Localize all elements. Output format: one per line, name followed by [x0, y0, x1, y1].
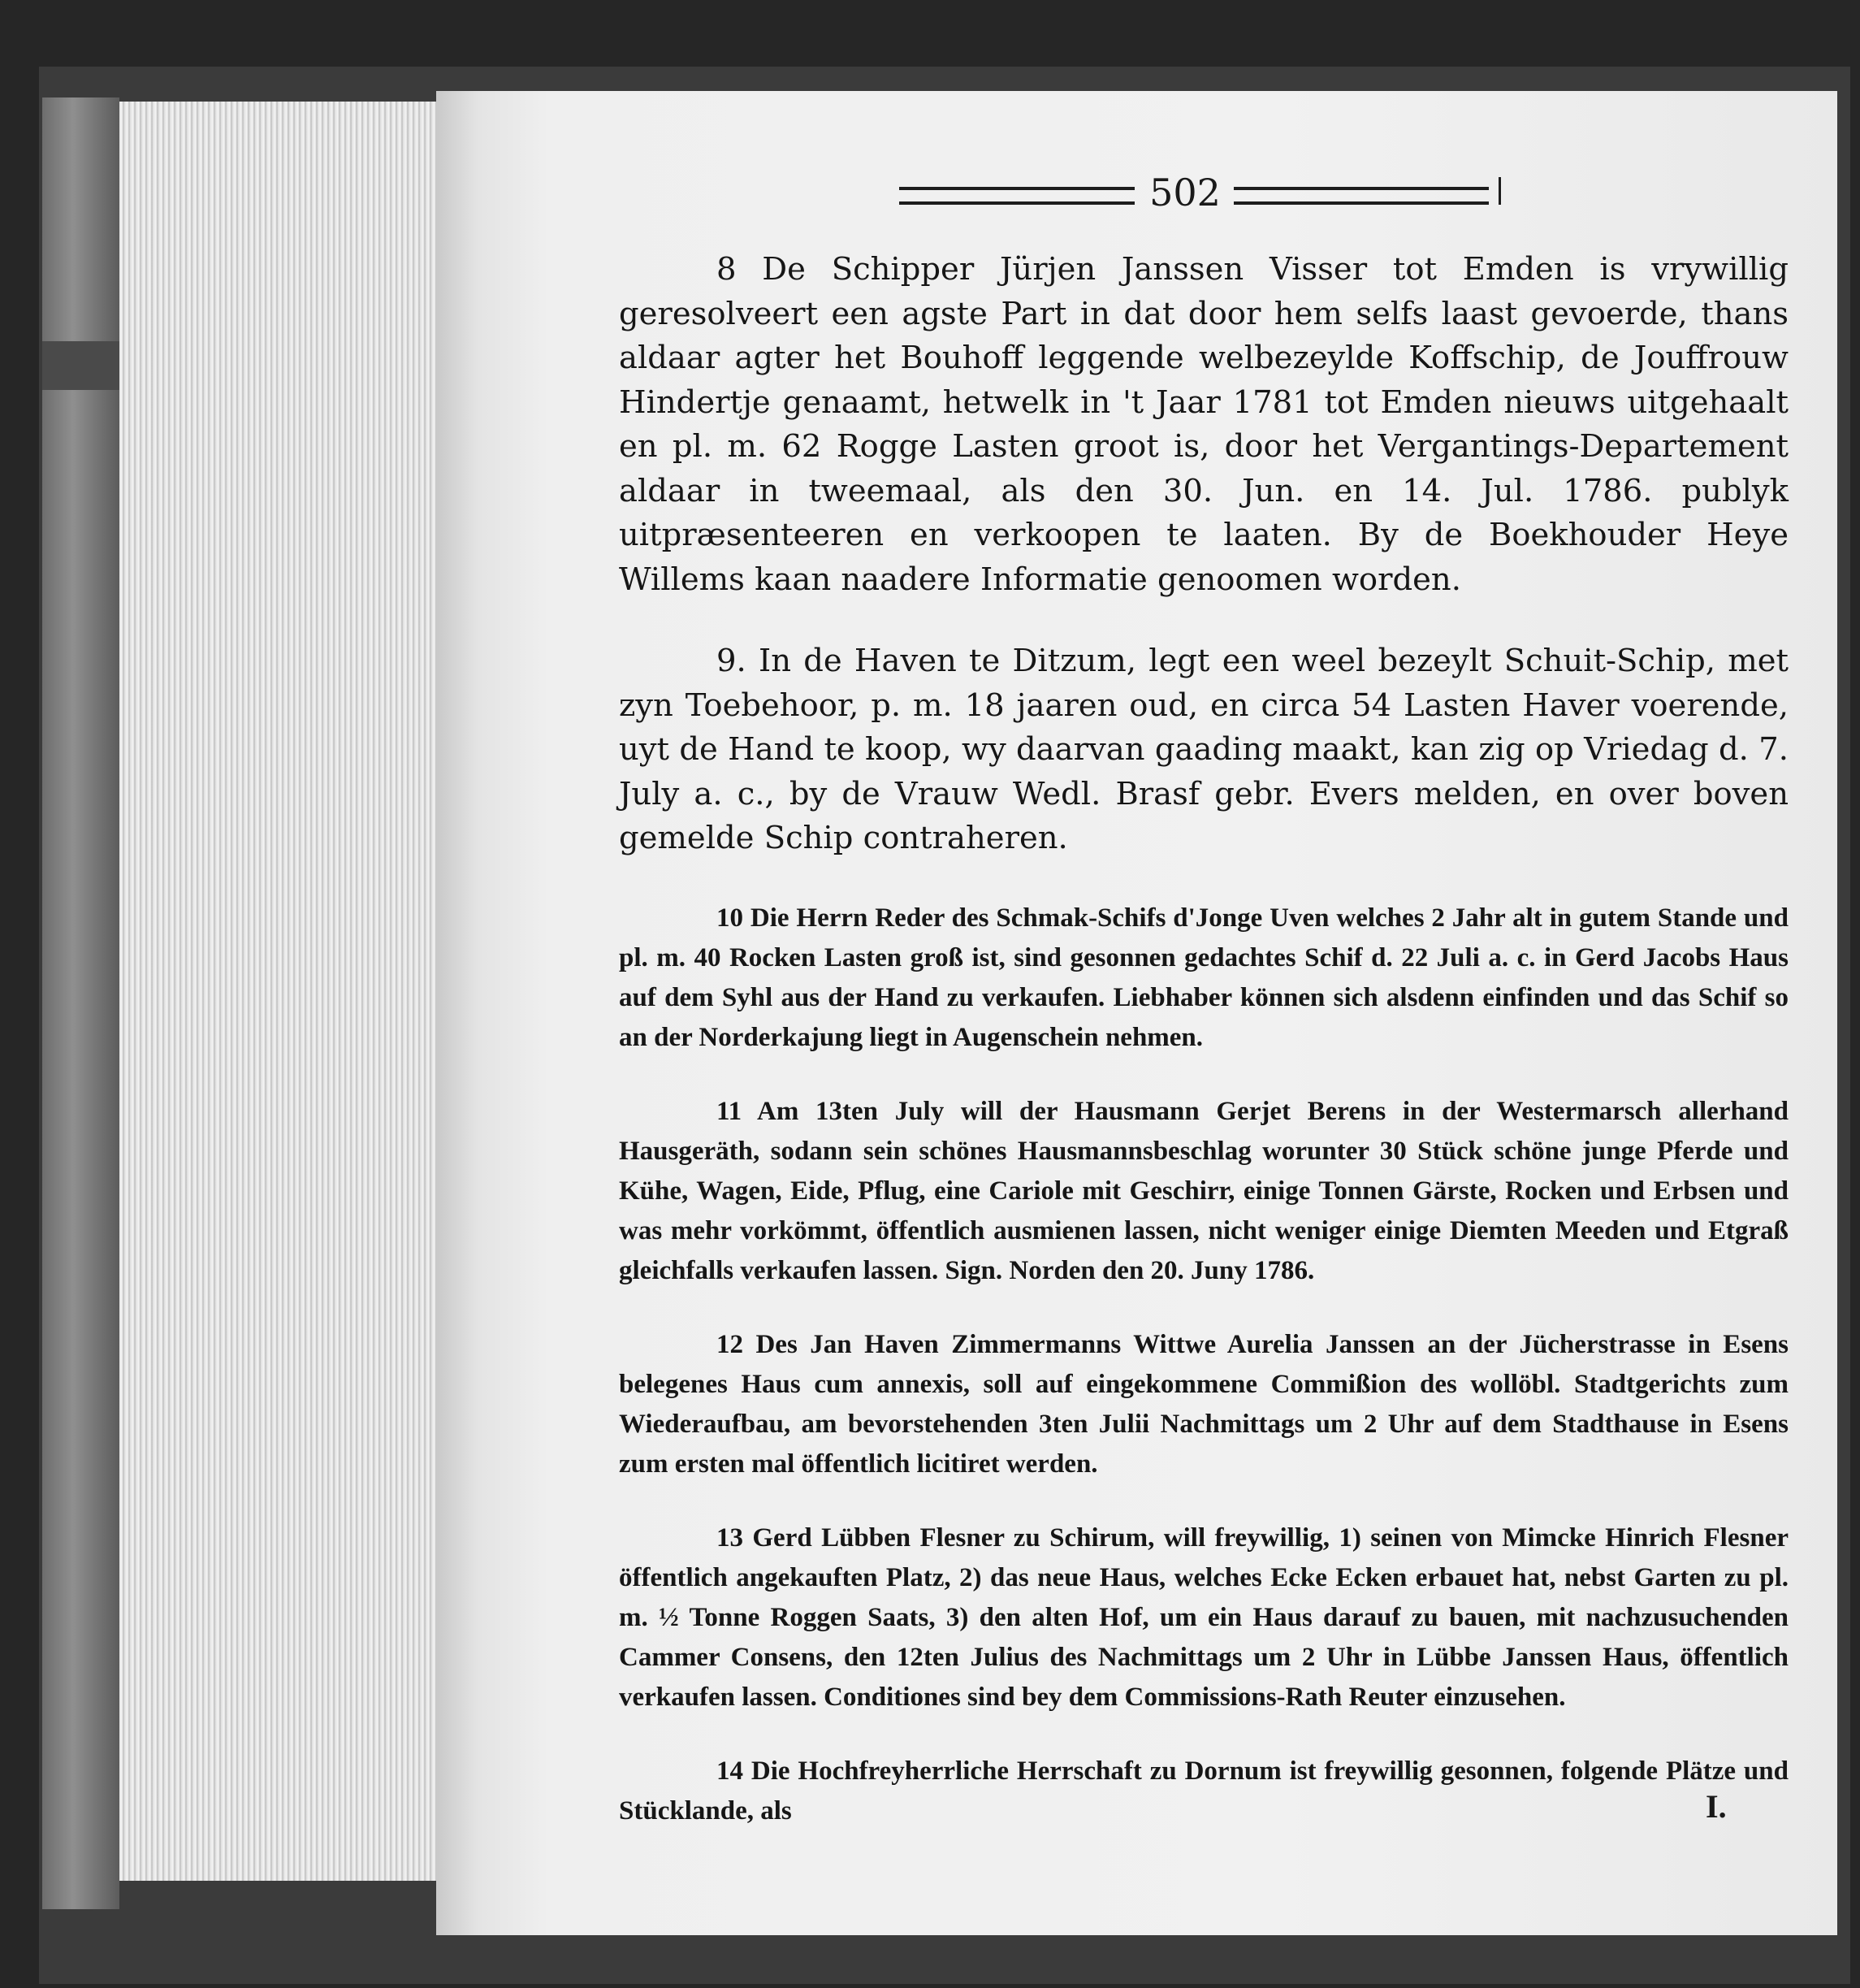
page-number: 502	[1149, 171, 1221, 214]
announcement-12	[619, 1325, 1789, 1484]
header-rule-right	[1234, 187, 1489, 205]
header-rule-left	[899, 187, 1135, 205]
announcement-8	[619, 248, 1789, 602]
announcement-13	[619, 1518, 1789, 1717]
page-header	[899, 171, 1507, 214]
announcement-text: 8 De Schipper Jürjen Janssen Visser tot Emden is vrywillig geresolveert een agste Part in dat door hem selfs laast gevoerde, thans aldaar agter het Bouhoff leggende welbezeylde Koffschip, de Jouffrouw Hindertje genaamt, hetwelk in 't Jaar 1781 tot Emden nieuws uitgehaalt en pl. m. 62 Rogge Lasten groot is, door het Vergantings-Departement aldaar in tweemaal, als den 30. Jun. en 14. Jul. 1786. publyk uitpræsenteeren en verkoopen te laaten. By de Boekhouder Heye Willems kaan naadere Informatie genoomen worden.	[619, 251, 1789, 598]
announcement-11	[619, 1092, 1789, 1291]
announcement-text: 10 Die Herrn Reder des Schmak-Schifs d'Jonge Uven welches 2 Jahr alt in gutem Stande und pl. m. 40 Rocken Lasten groß ist, sind gesonnen gedachtes Schif d. 22 Juli a. c. in Gerd Jacobs Haus auf dem Syhl aus der Hand zu verkaufen. Liebhaber können sich alsdenn einfinden und das Schif so an der Norderkajung liegt in Augenschein nehmen.	[619, 903, 1789, 1052]
announcement-text: 12 Des Jan Haven Zimmermanns Wittwe Aurelia Janssen an der Jücherstrasse in Esens belegenes Haus cum annexis, soll auf eingekommene Commißion des wollöbl. Stadtgerichts zum Wiederaufbau, am bevorstehenden 3ten Julii Nachmittags um 2 Uhr auf dem Stadthause in Esens zum ersten mal öffentlich licitiret werden.	[619, 1329, 1789, 1479]
announcement-9	[619, 639, 1789, 861]
announcements	[619, 248, 1789, 1831]
announcement-text: 11 Am 13ten July will der Hausmann Gerjet Berens in der Westermarsch allerhand Hausgeräth, sodann sein schönes Hausmannsbeschlag worunter 30 Stück schöne junge Pferde und Kühe, Wagen, Eide, Pflug, eine Cariole mit Geschirr, einige Tonnen Gärste, Rocken und Erbsen und was mehr vorkömmt, öffentlich ausmienen lassen, nicht weniger einige Diemten Meeden und Etgraß gleichfalls verkaufen lassen. Sign. Norden den 20. Juny 1786.	[619, 1096, 1789, 1285]
announcement-10	[619, 899, 1789, 1058]
page-edges	[119, 102, 436, 1881]
announcement-text: 14 Die Hochfreyherrliche Herrschaft zu Dornum ist freywillig gesonnen, folgende Plätze und Stücklande, als	[619, 1756, 1789, 1826]
header-rule-end	[1499, 177, 1501, 205]
announcement-14	[619, 1752, 1789, 1831]
announcement-text: 9. In de Haven te Ditzum, legt een weel bezeylt Schuit-Schip, met zyn Toebehoor, p. m. 18 jaaren oud, en circa 54 Lasten Haver voerende, uyt de Hand te koop, wy daarvan gaading maakt, kan zig op Vriedag d. 7. July a. c., by de Vrauw Wedl. Brasf gebr. Evers melden, en over boven gemelde Schip contraheren.	[619, 643, 1789, 856]
book-cover-edge	[42, 97, 119, 1909]
catchword: I.	[1706, 1788, 1727, 1825]
announcement-text: 13 Gerd Lübben Flesner zu Schirum, will freywillig, 1) seinen von Mimcke Hinrich Flesner öffentlich angekauften Platz, 2) das neue Haus, welches Ecke Ecken erbauet hat, nebst Garten zu pl. m. ½ Tonne Roggen Saats, 3) den alten Hof, um ein Haus darauf zu bauen, mit nachzusuchenden Cammer Consens, den 12ten Julius des Nachmittags um 2 Uhr in Lübbe Janssen Haus, öffentlich verkaufen lassen. Conditiones sind bey dem Commissions-Rath Reuter einzusehen.	[619, 1522, 1789, 1712]
